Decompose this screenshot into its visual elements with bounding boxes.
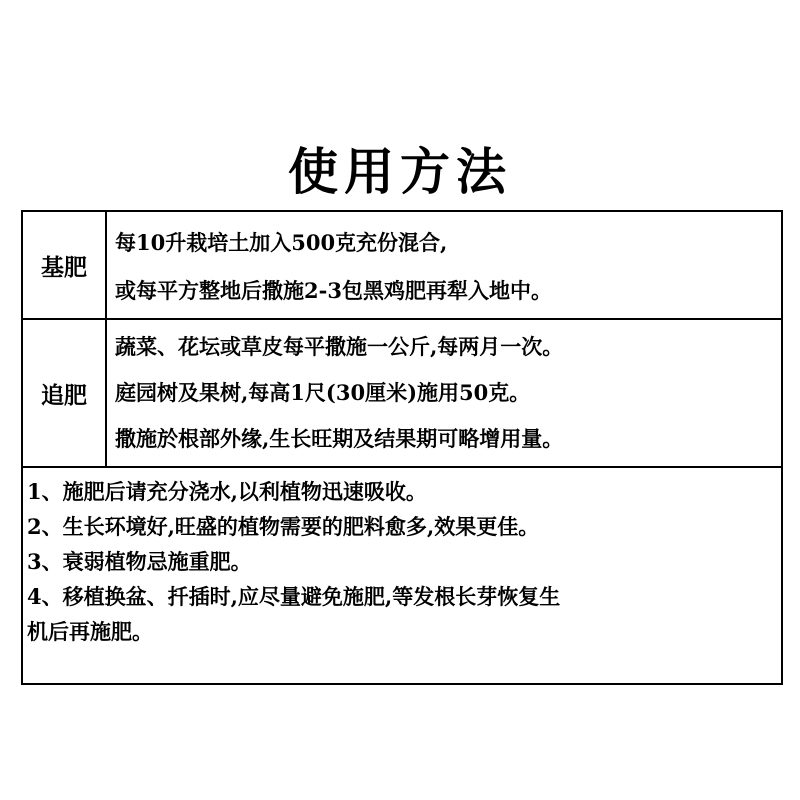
base-fertilizer-line: 或每平方整地后撒施2-3包黑鸡肥再犁入地中。 (115, 278, 552, 303)
base-fertilizer-row (22, 211, 782, 319)
top-dressing-row (22, 319, 782, 467)
top-dressing-line: 庭园树及果树,每高1尺(30厘米)施用50克。 (115, 380, 531, 405)
base-fertilizer-label: 基肥 (22, 211, 106, 319)
note-item: 3、衰弱植物忌施重肥。 (27, 549, 252, 574)
notes-content (22, 467, 782, 684)
top-dressing-line: 蔬菜、花坛或草皮每平撒施一公斤,每两月一次。 (115, 334, 564, 359)
notes-row (22, 467, 782, 684)
note-item: 机后再施肥。 (27, 619, 153, 644)
note-item: 1、施肥后请充分浇水,以利植物迅速吸收。 (27, 479, 427, 504)
top-dressing-content (106, 319, 782, 467)
top-dressing-line: 撒施於根部外缘,生长旺期及结果期可略增用量。 (115, 426, 564, 451)
usage-table (21, 210, 783, 685)
top-dressing-label: 追肥 (22, 319, 106, 467)
base-fertilizer-content (106, 211, 782, 319)
note-item: 4、移植换盆、扦插时,应尽量避免施肥,等发根长芽恢复生 (27, 584, 561, 609)
page-title: 使用方法 (288, 142, 512, 201)
note-item: 2、生长环境好,旺盛的植物需要的肥料愈多,效果更佳。 (27, 514, 540, 539)
base-fertilizer-line: 每10升栽培土加入500克充份混合, (115, 230, 448, 255)
